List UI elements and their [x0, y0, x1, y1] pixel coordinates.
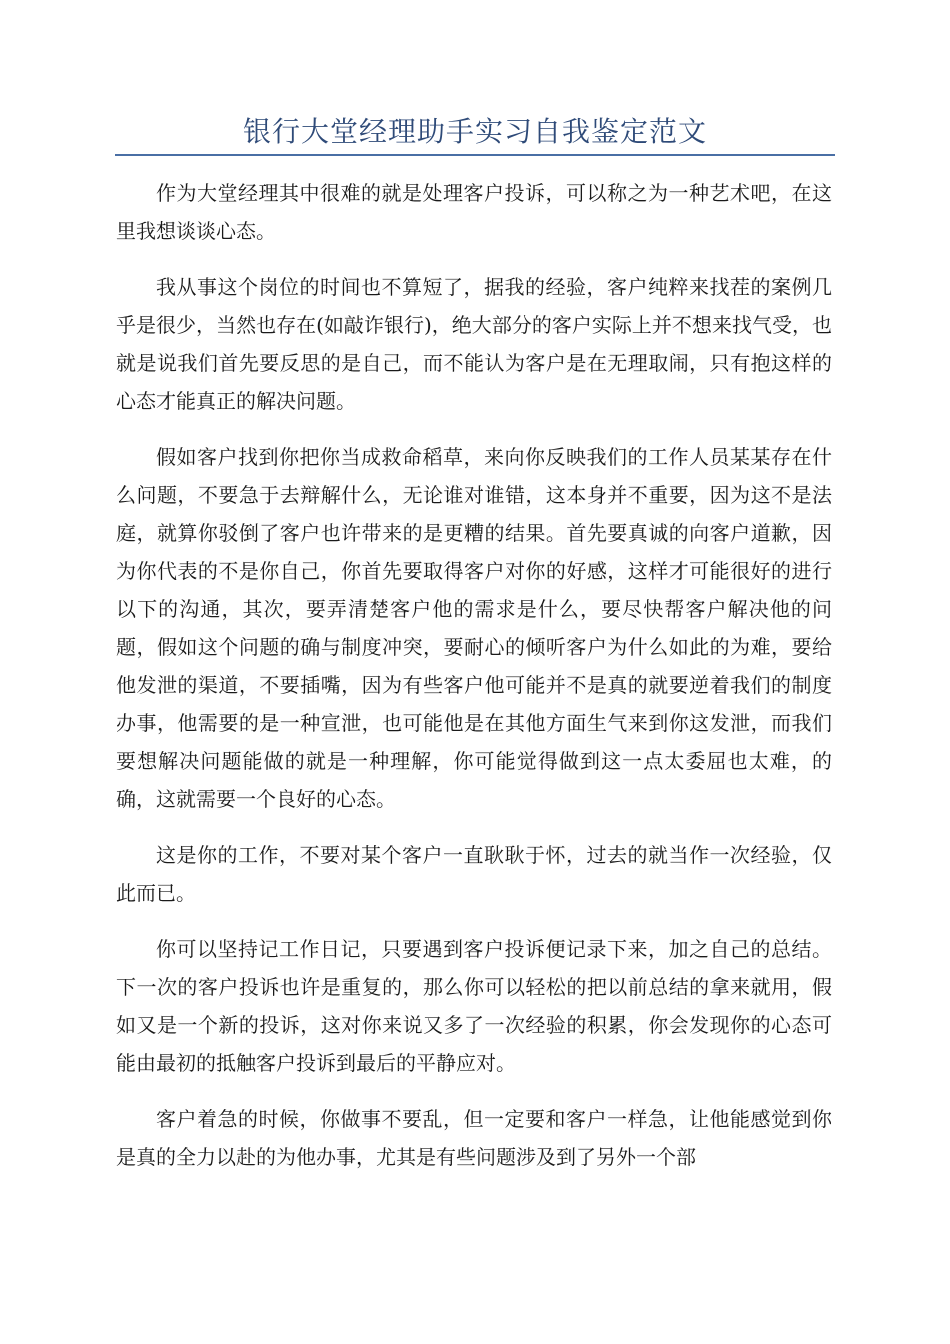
- paragraph: 假如客户找到你把你当成救命稻草，来向你反映我们的工作人员某某存在什么问题，不要急于去辩解什么，无论谁对谁错，这本身并不重要，因为这不是法庭，就算你驳倒了客户也许带来的是更糟的结果。首先要真诚的向客户道歉，因为你代表的不是你自己，你首先要取得客户对你的好感，这样才可能很好的进行以下的沟通，其次，要弄清楚客户他的需求是什么，要尽快帮客户解决他的问题，假如这个问题的确与制度冲突，要耐心的倾听客户为什么如此的为难，要给他发泄的渠道，不要插嘴，因为有些客户他可能并不是真的就要逆着我们的制度办事，他需要的是一种宣泄，也可能他是在其他方面生气来到你这发泄，而我们要想解决问题能做的就是一种理解，你可能觉得做到这一点太委屈也太难，的确，这就需要一个良好的心态。: [116, 445, 832, 811]
- paragraph: 我从事这个岗位的时间也不算短了，据我的经验，客户纯粹来找茬的案例几乎是很少，当然也存在(如敲诈银行)，绝大部分的客户实际上并不想来找气受，也就是说我们首先要反思的是自己，而不能认为客户是在无理取闹，只有抱这样的心态才能真正的解决问题。: [116, 275, 832, 413]
- paragraph: 你可以坚持记工作日记，只要遇到客户投诉便记录下来，加之自己的总结。下一次的客户投诉也许是重复的，那么你可以轻松的把以前总结的拿来就用，假如又是一个新的投诉，这对你来说又多了一次经验的积累，你会发现你的心态可能由最初的抵触客户投诉到最后的平静应对。: [116, 937, 832, 1075]
- paragraph: 这是你的工作，不要对某个客户一直耿耿于怀，过去的就当作一次经验，仅此而已。: [116, 843, 832, 905]
- title-underline: [115, 154, 835, 156]
- title-block: [115, 112, 835, 156]
- paragraph: 作为大堂经理其中很难的就是处理客户投诉，可以称之为一种艺术吧，在这里我想谈谈心态。: [116, 181, 832, 243]
- page-title: 银行大堂经理助手实习自我鉴定范文: [242, 115, 707, 148]
- document-body: [116, 174, 832, 1194]
- paragraph: 客户着急的时候，你做事不要乱，但一定要和客户一样急，让他能感觉到你是真的全力以赴的为他办事，尤其是有些问题涉及到了另外一个部: [116, 1107, 832, 1169]
